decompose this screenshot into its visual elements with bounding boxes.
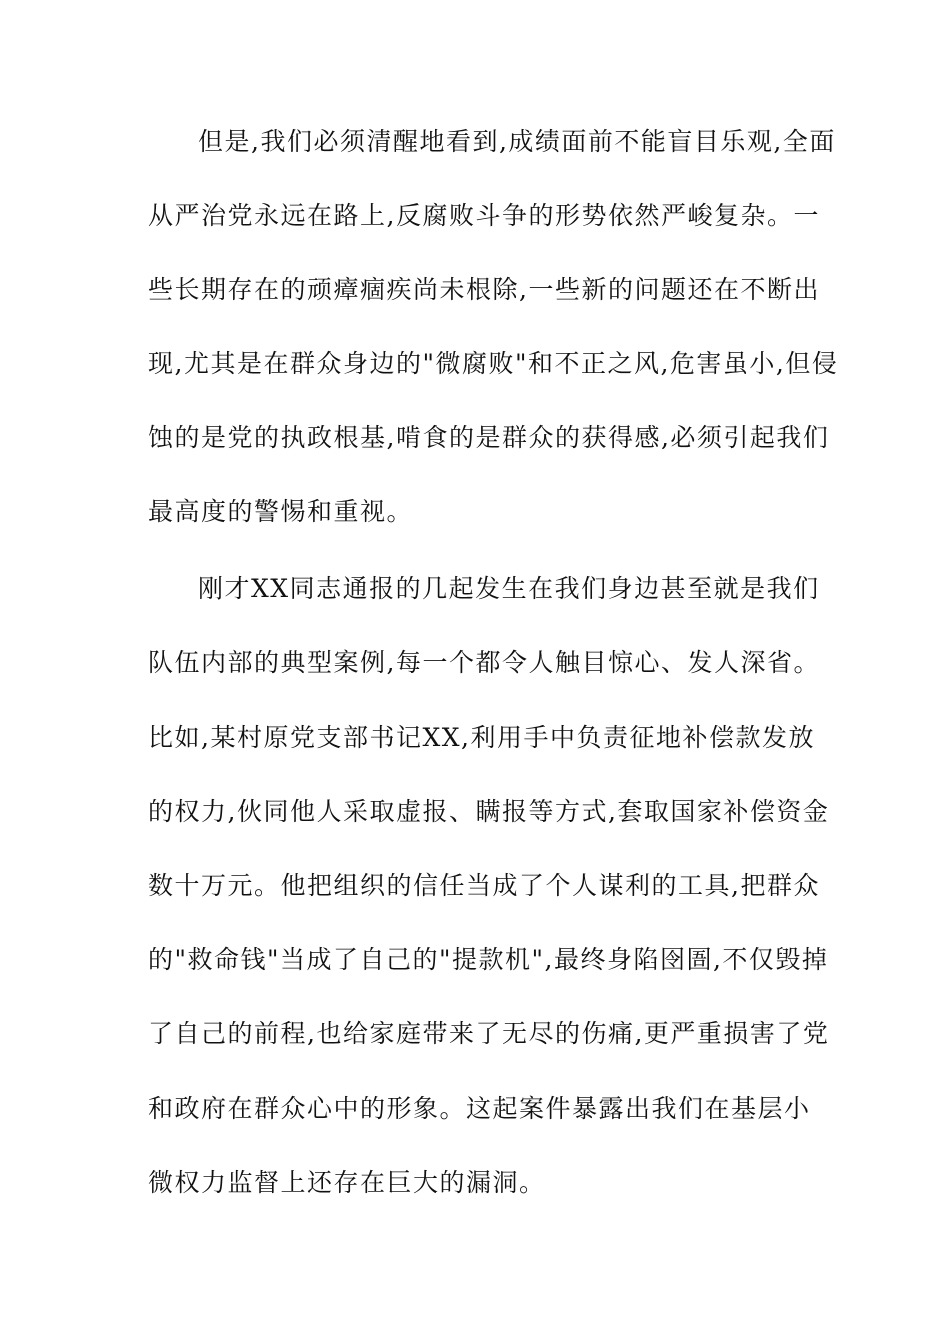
paragraph-1-line-6: 最高度的警惕和重视。 [148,497,414,526]
paragraph-1-line-3: 些长期存在的顽瘴痼疾尚未根除,一些新的问题还在不断出 [148,275,820,304]
paragraph-1-line-5: 蚀的是党的执政根基,啃食的是群众的获得感,必须引起我们 [148,423,830,452]
paragraph-2-line-6: 的"救命钱"当成了自己的"提款机",最终身陷囹圄,不仅毁掉 [148,945,829,974]
paragraph-2-line-9: 微权力监督上还存在巨大的漏洞。 [148,1168,546,1197]
paragraph-1-line-2: 从严治党永远在路上,反腐败斗争的形势依然严峻复杂。一 [148,201,820,230]
paragraph-2-line-4: 的权力,伙同他人采取虚报、瞒报等方式,套取国家补偿资金 [148,797,830,826]
paragraph-1-line-4: 现,尤其是在群众身边的"微腐败"和不正之风,危害虽小,但侵 [148,349,839,378]
paragraph-2-line-1: 刚才XX同志通报的几起发生在我们身边甚至就是我们 [198,574,820,603]
paragraph-2-line-8: 和政府在群众心中的形象。这起案件暴露出我们在基层小 [148,1094,811,1123]
paragraph-1-line-1: 但是,我们必须清醒地看到,成绩面前不能盲目乐观,全面 [198,127,836,156]
paragraph-2-line-5: 数十万元。他把组织的信任当成了个人谋利的工具,把群众 [148,871,820,900]
paragraph-2-line-2: 队伍内部的典型案例,每一个都令人触目惊心、发人深省。 [148,648,820,677]
paragraph-2-line-3: 比如,某村原党支部书记XX,利用手中负责征地补偿款发放 [148,723,815,752]
paragraph-2-line-7: 了自己的前程,也给家庭带来了无尽的伤痛,更严重损害了党 [148,1019,830,1048]
